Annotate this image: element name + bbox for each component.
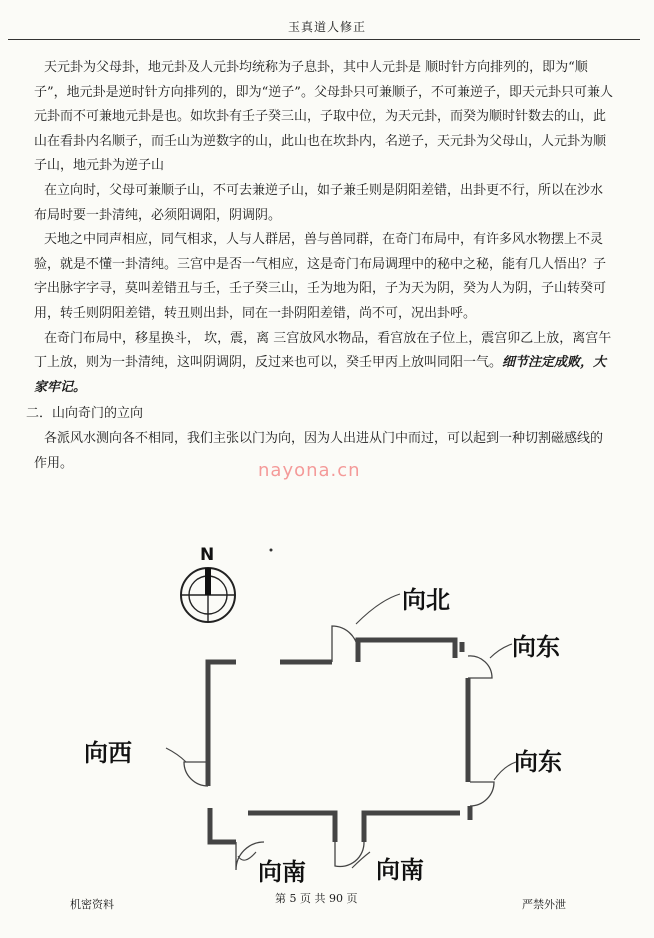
- section-heading: 二．山向奇门的立向: [26, 406, 144, 422]
- label-east-lower: 向东: [514, 748, 562, 776]
- label-south-left: 向南: [258, 858, 306, 886]
- compass-icon: [181, 545, 235, 622]
- label-west: 向西: [84, 739, 132, 767]
- leader-north: [356, 594, 400, 624]
- door-direction-diagram: [0, 540, 654, 890]
- leader-south-left: [238, 852, 256, 860]
- footer-left: 机密资料: [70, 898, 114, 911]
- leader-lines: [166, 594, 516, 868]
- paragraph-4-emphasis: 细节注定成败，大家牢记。: [34, 355, 607, 395]
- label-north: 向北: [402, 586, 450, 614]
- dot-mark: [270, 549, 273, 552]
- paragraph-2: 在立向时，父母可兼顺子山，不可去兼逆子山，如子兼壬则是阴阳差错，出卦更不行，所以在沙水布局时要一卦清纯，必须阳调阳，阴调阴。: [34, 182, 604, 223]
- paragraph-4: [34, 327, 614, 401]
- leader-east-lower: [494, 762, 516, 780]
- paragraph-1: 天元卦为父母卦，地元卦及人元卦均统称为子息卦，其中人元卦是 顺时针方向排列的，即为“顺子”，地元卦是逆时针方向排列的，即为“逆子”。父母卦只可兼顺子，不可兼逆子，即天元卦只可兼人元卦而不可兼地元卦是也。如坎卦有壬子癸三山，子取中位，为天元卦，而癸为顺时针数去的山，此山在看卦内名顺子，而壬山为逆数字的山，此山也在坎卦内，名逆子，天元卦为父母山，人元卦为顺子山，地元卦为逆子山: [34, 60, 613, 174]
- label-east-upper: 向东: [512, 633, 560, 661]
- label-south-right: 向南: [376, 856, 424, 884]
- footer-page-number: 第 5 页 共 90 页: [275, 892, 358, 905]
- south-door-right: [335, 842, 364, 867]
- section-paragraph: 各派风水测向各不相同，我们主张以门为向，因为人出进从门中而过，可以起到一种切割磁感线的作用。: [34, 430, 604, 471]
- room-walls: [208, 640, 470, 842]
- footer-right: 严禁外泄: [522, 898, 566, 911]
- north-door: [332, 626, 358, 662]
- header-rule: [8, 39, 640, 40]
- page-header-title: 玉真道人修正: [287, 20, 366, 34]
- east-door-lower: [470, 782, 494, 806]
- west-door: [184, 762, 208, 786]
- watermark: nayona.cn: [258, 460, 361, 481]
- leader-east-upper: [490, 644, 512, 658]
- body-text: [26, 56, 614, 476]
- leader-west: [166, 748, 186, 762]
- paragraph-3: 天地之中同声相应，同气相求，人与人群居，兽与兽同群，在奇门布局中，有许多风水物摆上不灵验，就是不懂一卦清纯。三宫中是否一气相应，这是奇门布局调理中的秘中之秘，能有几人悟出？子字出脉字字寻，莫叫差错丑与壬，壬子癸三山，壬为地为阳，子为天为阴，癸为人为阴，子山转癸可用，转壬则阴阳差错，转丑则出卦，同在一卦阴阳差错，尚不可，况出卦呼。: [34, 232, 607, 321]
- east-door-upper: [468, 656, 492, 678]
- paragraph-4-text: 在奇门布局中，移星换斗， 坎，震，离 三宫放风水物品，看宫放在子位上，震宫卯乙上放，离宫午丁上放，则为一卦清纯，这叫阴调阴，反过来也可以，癸壬甲丙上放叫同阳一气。: [34, 330, 612, 371]
- compass-letter: N: [200, 545, 215, 565]
